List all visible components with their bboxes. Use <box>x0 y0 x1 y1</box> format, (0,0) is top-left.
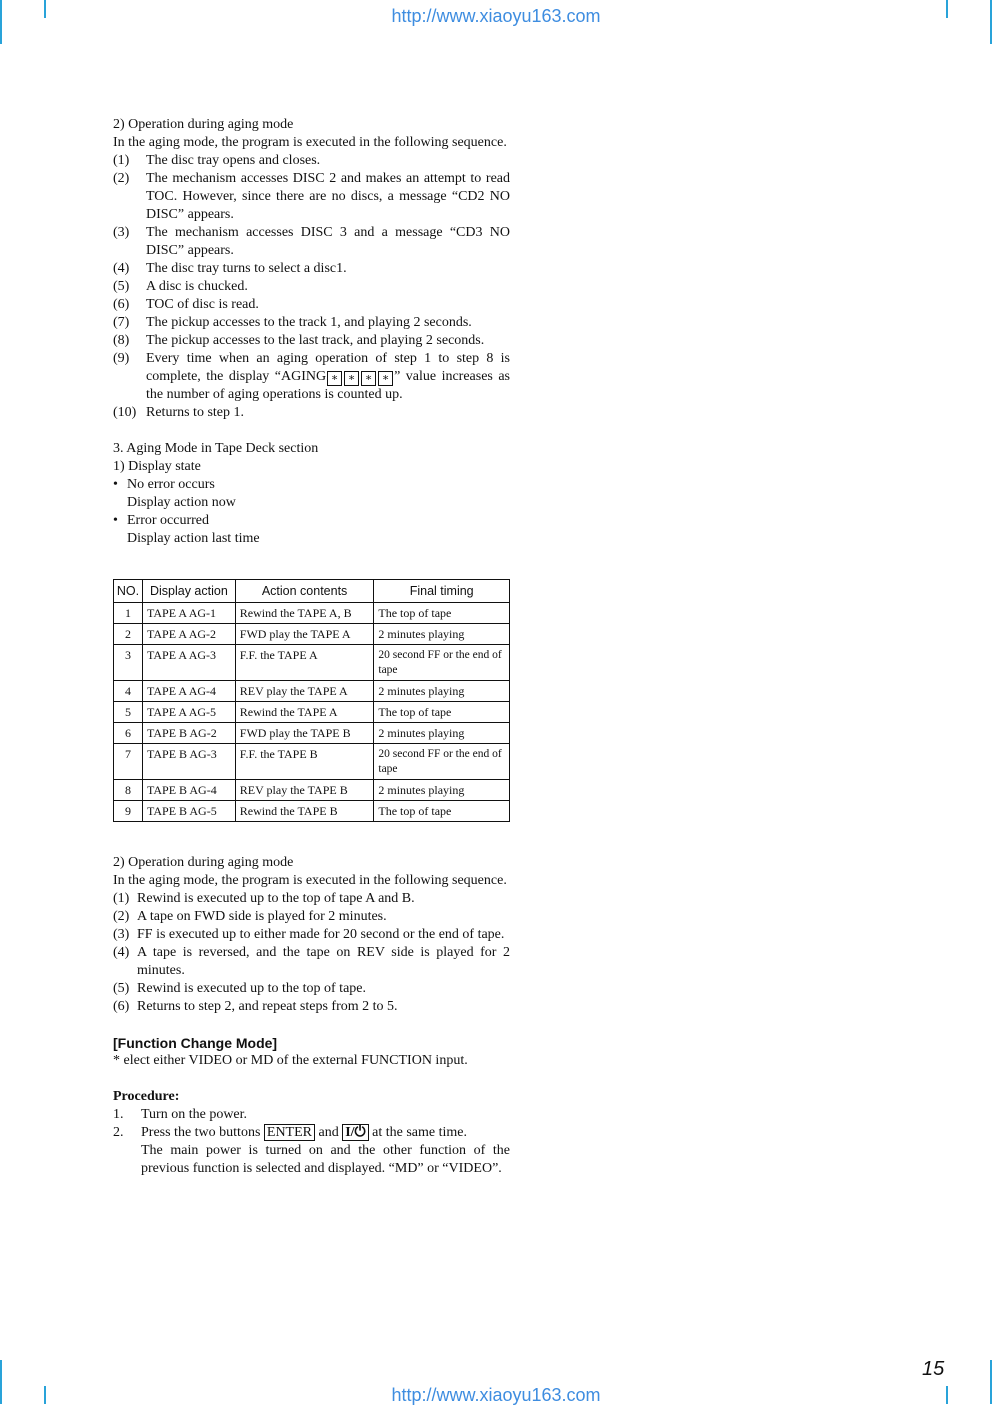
function-change-note: * elect either VIDEO or MD of the external FUNCTION input. <box>113 1053 468 1068</box>
tape-aging-operation <box>113 854 510 1178</box>
tape-aging-intro: In the aging mode, the program is executed in the following sequence. <box>113 873 507 888</box>
list-item: (1) The disc tray opens and closes. <box>113 153 321 168</box>
header-url[interactable]: http://www.xiaoyu163.com <box>391 6 601 26</box>
list-item: 1. Turn on the power. <box>113 1107 248 1122</box>
column-header: NO. <box>114 580 143 603</box>
procedure-step-detail: The main power is turned on and the other function of the previous function is selected and displayed. “MD” or “VIDEO”. <box>141 1143 510 1176</box>
power-button-label: I/⏻ <box>342 1124 368 1141</box>
list-item: (3) FF is executed up to either made for 20 second or the end of tape. <box>113 927 505 942</box>
list-item: (10) Returns to step 1. <box>113 405 244 420</box>
tape-section-title: 3. Aging Mode in Tape Deck section <box>113 441 319 456</box>
page-number: 15 <box>922 1358 945 1380</box>
column-header: Display action <box>142 580 235 603</box>
list-item: (5) Rewind is executed up to the top of tape. <box>113 981 366 996</box>
list-item: (5) A disc is chucked. <box>113 279 248 294</box>
tape-aging-table <box>113 579 510 822</box>
list-item: (9) Every time when an aging operation of step 1 to step 8 is complete, the display “AGING ∗ ∗ ∗ ∗ ” value increases as the number of aging operations is counted up. <box>113 351 510 402</box>
table-row: 9 TAPE B AG-5 Rewind the TAPE B The top of tape <box>114 801 510 822</box>
function-change-title: [Function Change Mode] <box>113 1035 278 1051</box>
table-row: 6 TAPE B AG-2 FWD play the TAPE B 2 minutes playing <box>114 723 510 744</box>
list-item: (3) The mechanism accesses DISC 3 and a message “CD3 NO DISC” appears. <box>113 225 510 258</box>
table-row: 1 TAPE A AG-1 Rewind the TAPE A, B The top of tape <box>114 603 510 624</box>
asterisk-icon: ∗ <box>361 371 376 386</box>
list-item: • No error occurs <box>113 477 215 492</box>
enter-button-label: ENTER <box>264 1124 315 1141</box>
list-item: (4) The disc tray turns to select a disc1. <box>113 261 347 276</box>
disc-aging-section: 2) Operation during aging mode In the aging mode, the program is executed in the following sequence. (1) The disc tray opens and closes. (2) The mechanism accesses DISC 2 and makes an attempt to read TOC. However, since there are no discs, a message “CD2 NO DISC” appears. (3) The mechanism accesses DISC 3 and a message “CD3 NO DISC” appears. (4) The disc tray turns to select a disc1. (5) A disc is chucked. (6) TOC of disc is read. (7) The pickup accesses to the track 1, and playing 2 seconds. (8) The pickup accesses to the last track, and playing 2 seconds. (9) Every time when an aging operation of step 1 to step 8 is complete, the display “AGING ∗ ∗ ∗ ∗ ” value increases as the number of aging operations is counted up. (10) Returns to step 1. 3. Aging Mode in Tape Deck section 1) Display state • No error occurs Display action now • Error occurred Display action last time <box>113 117 510 546</box>
asterisk-icon: ∗ <box>378 371 393 386</box>
list-item: (6) Returns to step 2, and repeat steps from 2 to 5. <box>113 999 398 1014</box>
asterisk-icon: ∗ <box>344 371 359 386</box>
procedure-label: Procedure: <box>113 1089 180 1104</box>
table-row: 3 TAPE A AG-3 F.F. the TAPE A 20 second FF or the end of tape <box>114 645 510 681</box>
display-state-heading: 1) Display state <box>113 459 201 474</box>
tape-aging-heading: 2) Operation during aging mode <box>113 855 294 870</box>
list-item: (1) Rewind is executed up to the top of tape A and B. <box>113 891 415 906</box>
disc-aging-heading: 2) Operation during aging mode <box>113 117 294 132</box>
table-row: 4 TAPE A AG-4 REV play the TAPE A 2 minutes playing <box>114 681 510 702</box>
list-item: • Error occurred <box>113 513 210 528</box>
list-item: (7) The pickup accesses to the track 1, and playing 2 seconds. <box>113 315 472 330</box>
column-header: Action contents <box>235 580 374 603</box>
list-item: (2) The mechanism accesses DISC 2 and makes an attempt to read TOC. However, since there are no discs, a message “CD2 NO DISC” appears. <box>113 171 510 222</box>
disc-aging-intro: In the aging mode, the program is executed in the following sequence. <box>113 135 507 150</box>
table-row: 8 TAPE B AG-4 REV play the TAPE B 2 minutes playing <box>114 780 510 801</box>
column-header: Final timing <box>374 580 510 603</box>
list-item: (4) A tape is reversed, and the tape on REV side is played for 2 minutes. <box>113 945 510 978</box>
table-header-row <box>114 580 510 603</box>
footer-url[interactable]: http://www.xiaoyu163.com <box>391 1385 601 1405</box>
list-item: (8) The pickup accesses to the last track, and playing 2 seconds. <box>113 333 485 348</box>
table-row: 7 TAPE B AG-3 F.F. the TAPE B 20 second FF or the end of tape <box>114 744 510 780</box>
asterisk-icon: ∗ <box>327 371 342 386</box>
tape-aging-table-wrapper <box>113 579 510 822</box>
list-item: (2) A tape on FWD side is played for 2 minutes. <box>113 909 387 924</box>
table-row: 2 TAPE A AG-2 FWD play the TAPE A 2 minutes playing <box>114 624 510 645</box>
list-item: (6) TOC of disc is read. <box>113 297 259 312</box>
table-row: 5 TAPE A AG-5 Rewind the TAPE A The top of tape <box>114 702 510 723</box>
list-item: 2. Press the two buttons ENTER and I/⏻ at the same time. <box>113 1125 467 1140</box>
